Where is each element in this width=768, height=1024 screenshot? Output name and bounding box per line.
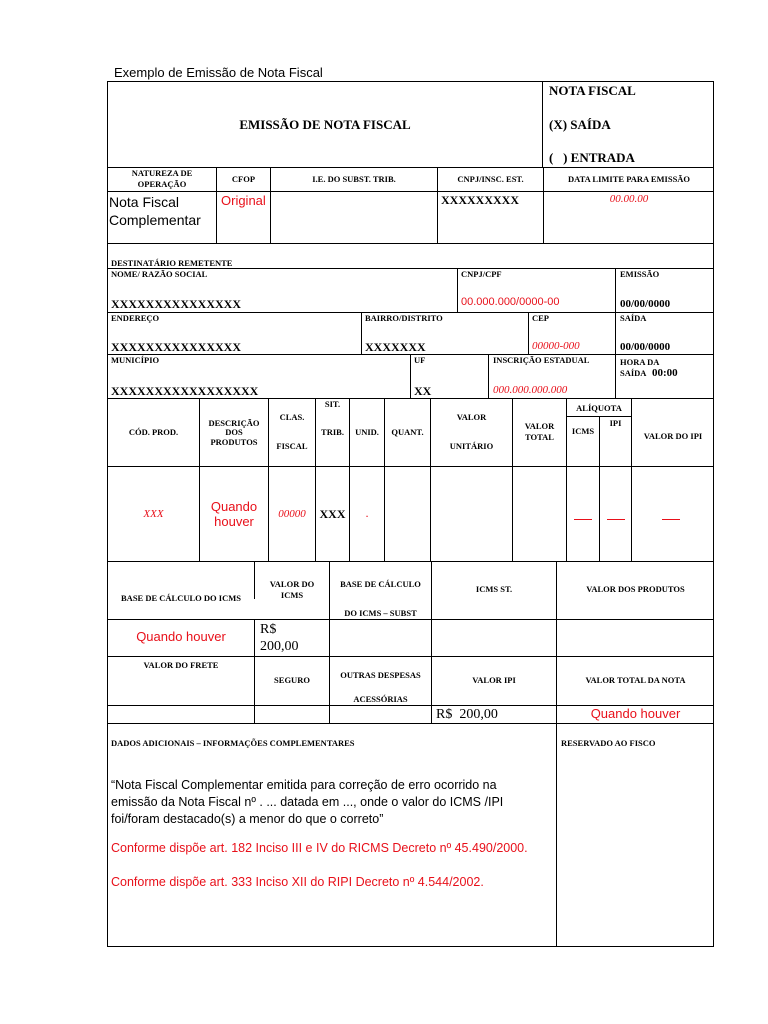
col-descricao-2: DOS (225, 427, 243, 437)
row-clas: 00000 (278, 508, 306, 520)
base-icms-label: BASE DE CÁLCULO DO ICMS (121, 593, 241, 603)
valor-total-nota-label: VALOR TOTAL DA NOTA (585, 675, 686, 685)
emissao-value: 00/00/0000 (620, 298, 671, 310)
conforme-ripi: Conforme dispõe art. 333 Inciso XII do RIPI Decreto nº 4.544/2002. (111, 875, 484, 889)
cnpj-value: XXXXXXXXX (441, 193, 519, 207)
cnpj-insc-label: CNPJ/INSC. EST. (457, 174, 524, 184)
col-quant: QUANT. (391, 427, 424, 437)
page-caption: Exemplo de Emissão de Nota Fiscal (114, 65, 323, 80)
data-limite-label: DATA LIMITE PARA EMISSÃO (567, 174, 691, 184)
col-vunit-1: VALOR (456, 412, 487, 422)
row-cod: XXX (143, 508, 164, 520)
uf-value: XX (414, 384, 432, 398)
cfop-value: Original (221, 193, 266, 208)
texto-complementar-3: foi/foram destacado(s) a menor do que o correto” (111, 812, 384, 826)
col-vtotal-1: VALOR (524, 421, 555, 431)
bairro-value: XXXXXXX (365, 340, 426, 354)
saida-label: SAÍDA (620, 313, 647, 323)
nome-value: XXXXXXXXXXXXXXX (111, 297, 241, 311)
endereco-label: ENDEREÇO (111, 313, 160, 323)
col-icms: ICMS (571, 426, 595, 436)
hora-label-1: HORA DA (620, 357, 660, 367)
uf-label: UF (414, 355, 426, 365)
col-clas-1: CLAS. (279, 412, 305, 422)
saida-value: 00/00/0000 (620, 341, 671, 353)
base-subst-label-1: BASE DE CÁLCULO (340, 579, 421, 589)
valor-ipi-value: R$ 200,00 (436, 707, 498, 722)
row-icms-dash (574, 519, 592, 520)
entrada-option: ( ) ENTRADA (549, 150, 635, 165)
destinatario-section: DESTINATÁRIO REMETENTE (111, 258, 233, 268)
municipio-value: XXXXXXXXXXXXXXXXX (111, 384, 259, 398)
outras-despesas-label-2: ACESSÓRIAS (353, 694, 408, 704)
endereco-value: XXXXXXXXXXXXXXX (111, 340, 241, 354)
hora-label-2: SAÍDA (620, 368, 647, 378)
valor-total-value: Quando houver (590, 706, 681, 721)
row-desc-2: houver (214, 514, 254, 529)
cnpj-cpf-label: CNPJ/CPF (461, 269, 502, 279)
row-valor-ipi-dash (662, 519, 680, 520)
valor-frete-label: VALOR DO FRETE (143, 660, 219, 670)
municipio-label: MUNICÍPIO (111, 355, 160, 365)
ie-subst-label: I.E. DO SUBST. TRIB. (312, 174, 396, 184)
row-desc-1: Quando (210, 499, 258, 514)
natureza-label: NATUREZA DE OPERAÇÃO (131, 168, 193, 189)
nome-label: NOME/ RAZÃO SOCIAL (111, 269, 208, 279)
row-sit: XXX (319, 507, 346, 521)
row-ipi-dash (607, 519, 625, 520)
valor-icms-label-2: ICMS (280, 590, 304, 600)
col-descricao-3: PRODUTOS (210, 437, 258, 447)
conforme-ricms: Conforme dispõe art. 182 Inciso III e IV do RICMS Decreto nº 45.490/2000. (111, 841, 528, 855)
cep-label: CEP (532, 313, 549, 323)
cfop-label: CFOP (231, 174, 256, 184)
col-vunit-2: UNITÁRIO (449, 441, 494, 451)
form-title: EMISSÃO DE NOTA FISCAL (239, 117, 411, 132)
texto-complementar-1: “Nota Fiscal Complementar emitida para correção de erro ocorrido na (111, 778, 497, 792)
col-unid: UNID. (355, 427, 379, 437)
col-descricao-1: DESCRIÇÃO (208, 418, 260, 428)
base-icms-value: Quando houver (136, 629, 226, 644)
valor-produtos-label: VALOR DOS PRODUTOS (586, 584, 685, 594)
seguro-label: SEGURO (274, 675, 310, 685)
col-aliquota: ALÍQUOTA (576, 403, 622, 413)
nota-fiscal-label: NOTA FISCAL (549, 83, 636, 98)
emissao-label: EMISSÃO (620, 269, 660, 279)
reservado-fisco-label: RESERVADO AO FISCO (561, 738, 656, 748)
col-sit-1: SIT. (324, 399, 341, 409)
col-ipi: IPI (609, 418, 622, 428)
bairro-label: BAIRRO/DISTRITO (365, 313, 443, 323)
texto-complementar-2: emissão da Nota Fiscal nº . ... datada em ..., onde o valor do ICMS /IPI (111, 795, 504, 809)
valor-ipi-label: VALOR IPI (472, 675, 516, 685)
col-clas-2: FISCAL (276, 441, 308, 451)
cep-value: 00000-000 (532, 340, 580, 352)
ie-estadual-value: 000.000.000.000 (493, 384, 568, 396)
base-subst-label-2: DO ICMS – SUBST (344, 608, 417, 618)
valor-icms-value-1: R$ (260, 622, 277, 637)
outras-despesas-label-1: OUTRAS DESPESAS (340, 670, 421, 680)
saida-option: (X) SAÍDA (549, 117, 611, 132)
ie-estadual-label: INSCRIÇÃO ESTADUAL (493, 355, 590, 365)
col-valor-ipi: VALOR DO IPI (643, 431, 703, 441)
valor-icms-value-2: 200,00 (260, 639, 299, 654)
cnpj-cpf-value: 00.000.000/0000-00 (461, 296, 560, 308)
hora-value: 00:00 (652, 367, 678, 379)
natureza-value: Nota Fiscal Complementar (109, 194, 201, 228)
data-limite-value: 00.00.00 (609, 193, 649, 205)
valor-icms-label-1: VALOR DO (269, 579, 315, 589)
col-sit-2: TRIB. (321, 427, 344, 437)
col-cod-prod: CÓD. PROD. (128, 427, 179, 437)
dados-adicionais-label: DADOS ADICIONAIS – INFORMAÇÕES COMPLEMENTARES (111, 738, 355, 748)
icms-st-label: ICMS ST. (475, 584, 513, 594)
row-unid: . (365, 506, 369, 520)
col-vtotal-2: TOTAL (525, 432, 554, 442)
